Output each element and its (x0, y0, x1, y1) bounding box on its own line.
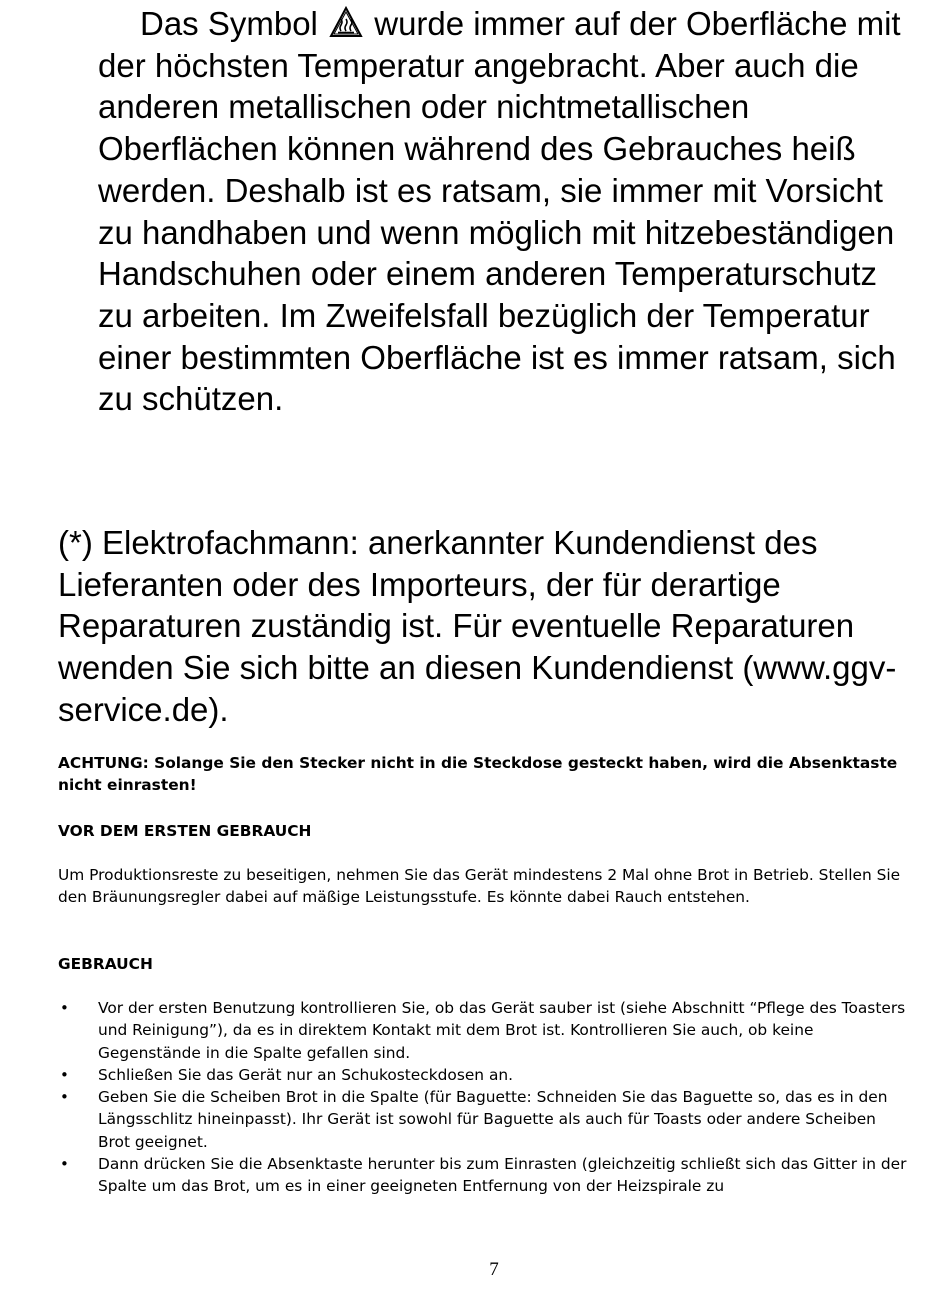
bullet-icon: • (60, 999, 69, 1017)
warning-text: ACHTUNG: Solange Sie den Stecker nicht in die Steckdose gesteckt haben, wird die Absenktaste nicht einrasten! (58, 754, 898, 795)
usage-list (58, 997, 908, 1198)
hot-surface-paragraph (98, 3, 918, 420)
page-number: 7 (489, 1259, 499, 1280)
section-heading-first-use: VOR DEM ERSTEN GEBRAUCH (58, 822, 312, 840)
hot-surface-text-start: Das Symbol (140, 5, 318, 42)
bullet-icon: • (60, 1155, 69, 1174)
list-item-text: Dann drücken Sie die Absenktaste herunter bis zum Einrasten (gleichzeitig schließt sich das Gitter in der Spalte um das Brot, um es in einer geeigneten Entfernung von der Heizspirale zu (98, 1155, 907, 1196)
list-item (58, 1153, 908, 1198)
list-item (58, 1064, 908, 1086)
first-use-paragraph: Um Produktionsreste zu beseitigen, nehmen Sie das Gerät mindestens 2 Mal ohne Brot in Betrieb. Stellen Sie den Bräunungsregler dabei auf mäßige Leistungsstufe. Es könnte dabei Rauch entstehen. (58, 866, 901, 907)
hot-surface-text: wurde immer auf der Oberfläche mit der höchsten Temperatur angebracht. Aber auch die anderen metallischen oder nichtmetallischen Oberflächen können während des Gebrauches heiß werden. Deshalb ist es ratsam, sie immer mit Vorsicht zu handhaben und wenn möglich mit hitzebeständigen Handschuhen oder einem anderen Temperaturschutz zu arbeiten. Im Zweifelsfall bezüglich der Temperatur einer bestimmten Oberfläche ist es immer ratsam, sich zu schützen. (98, 5, 901, 418)
list-item-text: Vor der ersten Benutzung kontrollieren Sie, ob das Gerät sauber ist (siehe Abschnitt “Pflege des Toasters und Reinigung”), da es in direktem Kontakt mit dem Brot ist. Kontrollieren Sie auch, ob keine Gegenstände in die Spalte gefallen sind. (98, 999, 906, 1062)
definition-paragraph: (*) Elektrofachmann: anerkannter Kundendienst des Lieferanten oder des Importeurs, der für derartige Reparaturen zuständig ist. Für eventuelle Reparaturen wenden Sie sich bitte an diesen Kundendienst (www.ggv-service.de). (58, 524, 897, 728)
list-item (58, 997, 908, 1064)
bullet-icon: • (60, 1065, 69, 1084)
bullet-icon: • (60, 1088, 69, 1107)
list-item (58, 1086, 908, 1153)
section-heading-usage: GEBRAUCH (58, 955, 153, 973)
list-item-text: Schließen Sie das Gerät nur an Schukosteckdosen an. (98, 1065, 514, 1084)
list-item-text: Geben Sie die Scheiben Brot in die Spalte (für Baguette: Schneiden Sie das Baguette so, das es in den Längsschlitz hineinpasst). Ihr Gerät ist sowohl für Baguette als auch für Toasts oder andere Scheiben Brot geeignet. (98, 1088, 888, 1151)
hot-surface-warning-icon (329, 6, 363, 38)
